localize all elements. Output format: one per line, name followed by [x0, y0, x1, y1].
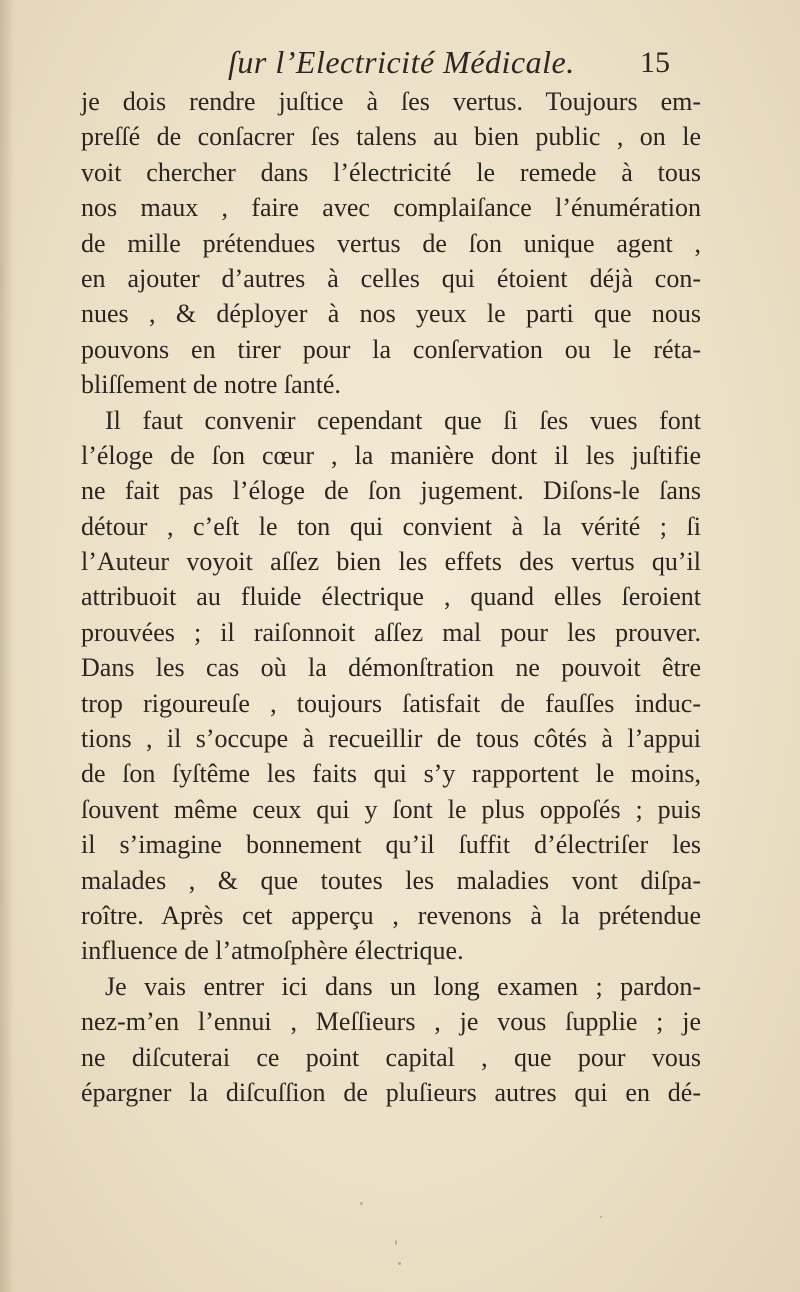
- text-line: Je vais entrer ici dans un long examen ; pardon-: [105, 971, 701, 1001]
- paper-speck: [398, 1262, 401, 1265]
- text-line: détour , c’eſt le ton qui convient à la vérité ; ſi: [81, 511, 701, 541]
- text-line: nos maux , faire avec complaiſance l’énumération: [81, 193, 701, 223]
- text-line: je dois rendre juſtice à ſes vertus. Toujours em-: [81, 87, 701, 116]
- page-number: 15: [640, 46, 670, 79]
- text-line: l’éloge de ſon cœur , la manière dont il les juſtifie: [81, 440, 701, 470]
- text-line: influence de l’atmoſphère électrique.: [81, 936, 464, 966]
- text-line: l’Auteur voyoit aſſez bien les effets des vertus qu’il: [81, 547, 701, 577]
- text-line: de mille prétendues vertus de ſon unique agent ,: [81, 228, 701, 258]
- text-line: preſſé de conſacrer ſes talens au bien public , on le: [81, 122, 701, 152]
- text-line: de ſon ſyſtême les faits qui s’y rapportent le moins,: [81, 759, 701, 789]
- text-line: malades , & que toutes les maladies vont diſpa-: [81, 865, 701, 895]
- text-line: en ajouter d’autres à celles qui étoient déjà con-: [81, 263, 701, 293]
- text-line: ne diſcuterai ce point capital , que pour vous: [81, 1042, 701, 1072]
- text-line: nez-m’en l’ennui , Meſſieurs , je vous ſupplie ; je: [81, 1007, 701, 1037]
- text-line: bliſſement de notre ſanté.: [81, 370, 341, 400]
- text-line: pouvons en tirer pour la conſervation ou le réta-: [81, 334, 701, 364]
- text-line: attribuoit au fluide électrique , quand elles ſeroient: [81, 582, 701, 612]
- page-edge-shadow: [0, 0, 14, 1292]
- text-line: roître. Après cet apperçu , revenons à la prétendue: [81, 900, 701, 930]
- body-text: [81, 84, 701, 1110]
- text-line: ſouvent même ceux qui y ſont le plus oppoſés ; puis: [81, 794, 701, 824]
- paper-speck: [360, 1202, 363, 1205]
- paper-speck: [600, 1216, 602, 1218]
- text-line: Il faut convenir cependant que ſi ſes vues font: [105, 405, 701, 435]
- text-line: tions , il s’occupe à recueillir de tous côtés à l’appui: [81, 724, 701, 754]
- text-line: ne fait pas l’éloge de ſon jugement. Diſons-le ſans: [81, 476, 701, 506]
- running-head-title: ſur l’Electricité Médicale.: [228, 44, 575, 80]
- text-line: Dans les cas où la démonſtration ne pouvoit être: [81, 653, 701, 683]
- text-line: prouvées ; il raiſonnoit aſſez mal pour les prouver.: [81, 617, 701, 647]
- text-line: voit chercher dans l’électricité le remede à tous: [81, 157, 701, 187]
- text-line: il s’imagine bonnement qu’il ſuffit d’électriſer les: [81, 830, 701, 860]
- paper-speck: [395, 1240, 397, 1245]
- text-line: nues , & déployer à nos yeux le parti que nous: [81, 299, 701, 329]
- text-line: trop rigoureuſe , toujours ſatisfait de fauſſes induc-: [81, 688, 701, 718]
- text-line: épargner la diſcuſſion de pluſieurs autres qui en dé-: [81, 1077, 701, 1107]
